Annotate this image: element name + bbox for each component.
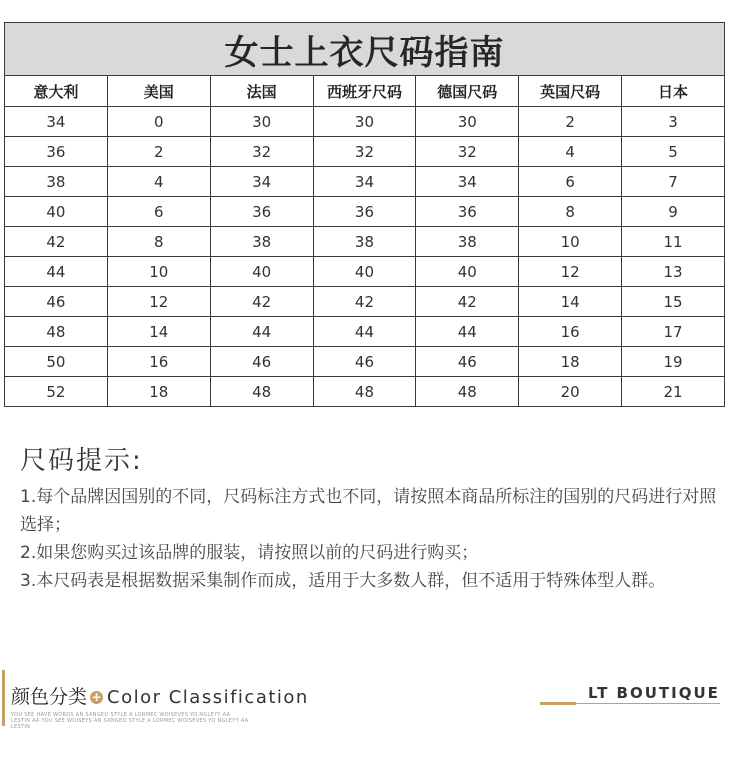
table-row	[5, 137, 725, 167]
column-header: 英国尺码	[519, 76, 622, 107]
table-cell: 0	[107, 107, 210, 137]
table-cell: 8	[107, 227, 210, 257]
table-cell: 42	[5, 227, 108, 257]
table-cell: 9	[622, 197, 725, 227]
table-row	[5, 257, 725, 287]
table-cell: 11	[622, 227, 725, 257]
table-cell: 36	[313, 197, 416, 227]
table-row	[5, 107, 725, 137]
table-cell: 20	[519, 377, 622, 407]
table-row	[5, 167, 725, 197]
table-cell: 10	[107, 257, 210, 287]
table-header-row	[5, 76, 725, 107]
decorative-small-text: YOU SEE HAVE WORDS AN SANGEO STYLE A LORMEC WOISEVES YO NGLEYY AA LESTIN AA YOU SEE WOISEYS AN SANGEO STYLE A LORMEC WOISEVES YO NGLEYY AA LESTIN	[11, 712, 249, 730]
table-cell: 13	[622, 257, 725, 287]
size-tip-item: 3.本尺码表是根据数据采集制作而成，适用于大多数人群，但不适用于特殊体型人群。	[20, 571, 666, 591]
table-cell: 30	[313, 107, 416, 137]
table-cell: 34	[313, 167, 416, 197]
table-cell: 2	[519, 107, 622, 137]
table-cell: 40	[5, 197, 108, 227]
table-cell: 6	[519, 167, 622, 197]
table-cell: 4	[519, 137, 622, 167]
table-cell: 6	[107, 197, 210, 227]
table-cell: 30	[210, 107, 313, 137]
brand-name: LT BOUTIQUE	[588, 684, 720, 702]
table-cell: 36	[210, 197, 313, 227]
table-cell: 15	[622, 287, 725, 317]
table-cell: 3	[622, 107, 725, 137]
column-header: 西班牙尺码	[313, 76, 416, 107]
table-cell: 40	[416, 257, 519, 287]
table-cell: 50	[5, 347, 108, 377]
table-cell: 44	[5, 257, 108, 287]
table-cell: 30	[416, 107, 519, 137]
table-cell: 19	[622, 347, 725, 377]
table-row	[5, 317, 725, 347]
table-cell: 10	[519, 227, 622, 257]
table-cell: 46	[210, 347, 313, 377]
accent-bar	[2, 670, 5, 726]
table-cell: 14	[519, 287, 622, 317]
plus-circle-icon: +	[91, 690, 102, 704]
table-row	[5, 287, 725, 317]
color-classification-header	[0, 670, 420, 730]
table-cell: 7	[622, 167, 725, 197]
table-row	[5, 227, 725, 257]
table-cell: 16	[519, 317, 622, 347]
column-header: 德国尺码	[416, 76, 519, 107]
size-tips-title: 尺码提示:	[20, 446, 143, 476]
table-cell: 48	[210, 377, 313, 407]
column-header: 意大利	[5, 76, 108, 107]
table-cell: 4	[107, 167, 210, 197]
table-cell: 42	[313, 287, 416, 317]
table-cell: 46	[5, 287, 108, 317]
brand-underline-accent	[540, 702, 576, 705]
table-cell: 38	[313, 227, 416, 257]
table-cell: 44	[210, 317, 313, 347]
table-cell: 48	[5, 317, 108, 347]
table-cell: 34	[416, 167, 519, 197]
color-classification-cn: 颜色分类	[11, 686, 88, 708]
table-cell: 8	[519, 197, 622, 227]
table-cell: 52	[5, 377, 108, 407]
table-cell: 44	[313, 317, 416, 347]
table-cell: 34	[210, 167, 313, 197]
table-row	[5, 377, 725, 407]
size-tip-item: 1.每个品牌因国别的不同，尺码标注方式也不同，请按照本商品所标注的国别的尺码进行对照选择；	[20, 487, 717, 535]
table-cell: 12	[519, 257, 622, 287]
color-classification-en: Color Classification	[107, 687, 309, 708]
table-row	[5, 197, 725, 227]
size-tips-list	[20, 483, 720, 595]
column-header: 美国	[107, 76, 210, 107]
table-row	[5, 347, 725, 377]
table-cell: 5	[622, 137, 725, 167]
table-cell: 34	[5, 107, 108, 137]
column-header: 日本	[622, 76, 725, 107]
table-cell: 32	[210, 137, 313, 167]
table-cell: 42	[416, 287, 519, 317]
table-cell: 32	[313, 137, 416, 167]
column-header: 法国	[210, 76, 313, 107]
table-cell: 38	[210, 227, 313, 257]
table-cell: 36	[5, 137, 108, 167]
size-chart-table	[4, 22, 725, 407]
table-cell: 44	[416, 317, 519, 347]
table-cell: 17	[622, 317, 725, 347]
color-classification-title	[11, 682, 309, 709]
table-cell: 18	[519, 347, 622, 377]
table-cell: 42	[210, 287, 313, 317]
table-cell: 48	[313, 377, 416, 407]
table-cell: 38	[5, 167, 108, 197]
table-cell: 2	[107, 137, 210, 167]
size-chart-title: 女士上衣尺码指南	[5, 23, 725, 76]
table-cell: 36	[416, 197, 519, 227]
table-cell: 38	[416, 227, 519, 257]
table-cell: 12	[107, 287, 210, 317]
table-cell: 46	[313, 347, 416, 377]
table-cell: 14	[107, 317, 210, 347]
table-cell: 40	[210, 257, 313, 287]
table-body	[5, 107, 725, 407]
table-cell: 16	[107, 347, 210, 377]
table-cell: 21	[622, 377, 725, 407]
table-cell: 46	[416, 347, 519, 377]
table-cell: 40	[313, 257, 416, 287]
table-cell: 48	[416, 377, 519, 407]
size-tip-item: 2.如果您购买过该品牌的服装，请按照以前的尺码进行购买；	[20, 543, 479, 563]
table-cell: 18	[107, 377, 210, 407]
table-cell: 32	[416, 137, 519, 167]
